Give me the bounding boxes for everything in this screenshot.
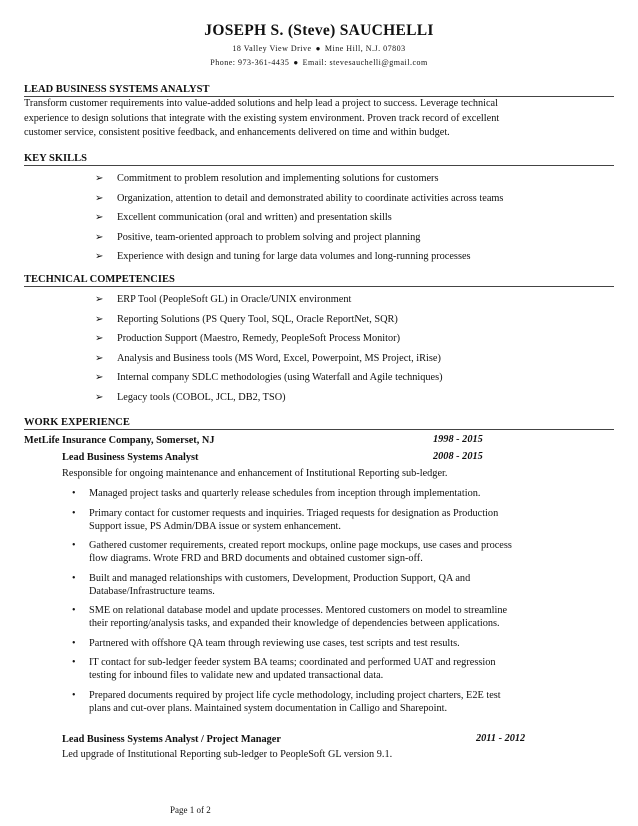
bullet-line: IT contact for sub-ledger feeder system BA teams; coordinated and performed UAT and regression	[89, 657, 496, 668]
list-item: ➢ Production Support (Maestro, Remedy, PeopleSoft Process Monitor)	[95, 329, 443, 349]
list-item	[62, 539, 622, 565]
bullet-dot-icon: •	[72, 637, 76, 649]
bullet-dot-icon: •	[72, 605, 76, 616]
arrow-bullet-icon: ➢	[95, 231, 104, 243]
bullet-line: flow diagrams. Wrote FRD and BRD documents and obtained customer sign-off.	[89, 553, 423, 564]
bullet-line: testing for inbound files to validate new and updated transactional data.	[89, 670, 384, 681]
list-item	[62, 507, 622, 533]
list-item: ➢ Commitment to problem resolution and implementing solutions for customers	[95, 169, 503, 189]
list-item: ➢ Organization, attention to detail and demonstrated ability to coordinate activities across teams	[95, 189, 503, 209]
bullet-line: Built and managed relationships with customers, Development, Production Support, QA and	[89, 572, 471, 584]
bullet-line: Partnered with offshore QA team through reviewing use cases, test scripts and test results.	[89, 637, 460, 649]
summary-line: Transform customer requirements into value-added solutions and help lead a project to success. Leverage technical	[24, 98, 498, 109]
arrow-bullet-icon: ➢	[95, 192, 104, 204]
role-description: Led upgrade of Institutional Reporting sub-ledger to PeopleSoft GL version 9.1.	[62, 749, 393, 760]
company-dates: 1998 - 2015	[433, 434, 483, 445]
list-item	[62, 656, 622, 682]
page-number: Page 1 of 2	[170, 805, 211, 815]
list-item	[62, 604, 622, 630]
work-heading: WORK EXPERIENCE	[24, 416, 614, 430]
bullet-line: SME on relational database model and update processes. Mentored customers on model to streamline	[89, 605, 508, 616]
bullet-line: Gathered customer requirements, created report mockups, online page mockups, use cases and process	[89, 540, 512, 551]
city-address: Mine Hill, N.J. 07803	[324, 44, 406, 53]
summary-heading: LEAD BUSINESS SYSTEMS ANALYST	[24, 83, 614, 97]
email: Email: stevesauchelli@gmail.com	[302, 58, 428, 67]
bullet-dot-icon: •	[72, 657, 76, 668]
bullet-dot-icon: •	[72, 488, 76, 499]
bullet-dot-icon: •	[72, 572, 76, 584]
bullet-line: their reporting/analysis tasks, and expanded their knowledge of dependencies between applications.	[89, 618, 500, 629]
list-item	[62, 637, 622, 650]
summary-text	[24, 97, 614, 141]
bullet-line: Primary contact for customer requests and inquiries. Triaged requests for designation as Production	[89, 507, 499, 519]
key-skills-list	[95, 169, 503, 267]
arrow-bullet-icon: ➢	[95, 391, 104, 403]
bullet-dot-icon: •	[72, 689, 76, 701]
address-line	[0, 44, 638, 53]
phone: Phone: 973-361-4435	[210, 58, 290, 67]
arrow-bullet-icon: ➢	[95, 251, 104, 262]
list-item: ➢ Positive, team-oriented approach to problem solving and project planning	[95, 228, 503, 248]
role-description: Responsible for ongoing maintenance and enhancement of Institutional Reporting sub-ledger.	[62, 468, 448, 479]
role-dates: 2008 - 2015	[433, 451, 483, 462]
arrow-bullet-icon: ➢	[95, 313, 104, 325]
bullet-dot-icon: •	[72, 540, 76, 551]
bullet-dot-icon: •	[72, 507, 76, 519]
summary-line: experience to design solutions that integrate with the existing system environment. Proven track record of excellent	[24, 112, 500, 124]
list-item	[62, 689, 622, 715]
bullet-line: Prepared documents required by project life cycle methodology, including project charters, E2E test	[89, 689, 501, 701]
key-skills-heading: KEY SKILLS	[24, 152, 614, 166]
role-title: Lead Business Systems Analyst	[62, 452, 199, 463]
arrow-bullet-icon: ➢	[95, 372, 104, 383]
role-title: Lead Business Systems Analyst / Project Manager	[62, 734, 281, 745]
candidate-name: JOSEPH S. (Steve) SAUCHELLI	[204, 22, 434, 39]
separator-dot-icon: ●	[315, 44, 321, 53]
bullet-line: Managed project tasks and quarterly release schedules from inception through implementation.	[89, 488, 481, 499]
arrow-bullet-icon: ➢	[95, 333, 104, 344]
arrow-bullet-icon: ➢	[95, 212, 104, 223]
separator-dot-icon: ●	[293, 58, 299, 67]
bullet-line: plans and cut-over plans. Maintained system documentation in Calligo and Sharepoint.	[89, 702, 448, 714]
list-item: ➢ Reporting Solutions (PS Query Tool, SQL, Oracle ReportNet, SQR)	[95, 310, 443, 330]
bullet-line: Database/Infrastructure teams.	[89, 585, 215, 597]
list-item: ➢ Analysis and Business tools (MS Word, Excel, Powerpoint, MS Project, iRise)	[95, 349, 443, 369]
street-address: 18 Valley View Drive	[232, 44, 312, 53]
contact-line	[0, 58, 638, 67]
role-dates: 2011 - 2012	[476, 733, 526, 744]
list-item: ➢ Experience with design and tuning for large data volumes and long-running processes	[95, 247, 503, 267]
list-item: ➢ ERP Tool (PeopleSoft GL) in Oracle/UNIX environment	[95, 290, 443, 310]
list-item	[62, 572, 622, 598]
tech-heading: TECHNICAL COMPETENCIES	[24, 273, 614, 287]
summary-line: customer service, consistent positive feedback, and enhancements delivered on time and within budget.	[24, 127, 450, 138]
arrow-bullet-icon: ➢	[95, 352, 104, 364]
responsibility-list	[62, 487, 622, 721]
list-item	[62, 487, 622, 500]
list-item: ➢ Internal company SDLC methodologies (using Waterfall and Agile techniques)	[95, 368, 443, 388]
list-item: ➢ Excellent communication (oral and written) and presentation skills	[95, 208, 503, 228]
arrow-bullet-icon: ➢	[95, 294, 104, 305]
arrow-bullet-icon: ➢	[95, 173, 104, 184]
company-name: MetLife Insurance Company, Somerset, NJ	[24, 435, 215, 446]
list-item: ➢ Legacy tools (COBOL, JCL, DB2, TSO)	[95, 388, 443, 408]
tech-list	[95, 290, 443, 407]
bullet-line: Support issue, PS Admin/DBA issue or system enhancement.	[89, 520, 341, 532]
